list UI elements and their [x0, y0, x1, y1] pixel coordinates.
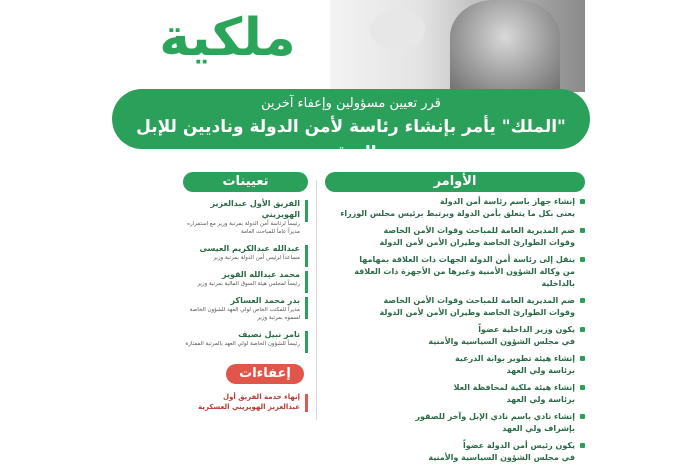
appointee-name: بدر محمد العساكر — [230, 296, 300, 305]
order-item — [325, 196, 585, 220]
order-line: يكون رئيس أمن الدولة عضواً — [462, 441, 575, 450]
dismissal-item — [183, 392, 308, 412]
order-line: يكون وزير الداخلية عضواً — [478, 325, 575, 334]
order-item — [325, 324, 585, 348]
appointee-role: مساعداً لرئيس أمن الدولة بمرتبة وزير — [213, 255, 300, 261]
appointee-name: الفريق الأول عبدالعزيز الهويريني — [210, 199, 300, 219]
appointee-name: عبدالله عبدالكريم العيسى — [199, 244, 300, 253]
order-line: من وكالة الشؤون الأمنية وغيرها من الأجهزة ذات العلاقة بالداخلية — [354, 267, 575, 288]
headline-title: "الملك" يأمر بإنشاء رئاسة لأمن الدولة وناديين للإبل والصقور — [136, 117, 566, 163]
appointee-role: رئيساً لرئاسة أمن الدولة بمرتبة وزير مع استمراره مديراً عاماً للمباحث العامة — [187, 221, 300, 235]
order-line: وقوات الطوارئ الخاصة وطيران الأمن لأمن الدولة — [379, 238, 575, 247]
headline-subtitle: قرر تعيين مسؤولين وإعفاء آخرين — [261, 96, 441, 111]
order-line: إنشاء هيئة تطوير بوابة الدرعية — [454, 354, 575, 363]
appointee-role: رئيساً لمجلس هيئة السوق المالية بمرتبة وزير — [197, 281, 300, 287]
orders-list — [325, 196, 585, 469]
dismissals-list — [183, 392, 308, 412]
appointee-role: مديراً للمكتب الخاص لولي العهد للشؤون الخاصة لسموه بمرتبة وزير — [189, 307, 300, 321]
order-line: في مجلس الشؤون السياسية والأمنية — [428, 337, 575, 346]
order-line: ضم المديرية العامة للمباحث وقوات الأمن الخاصة — [383, 296, 575, 305]
order-line: برئاسة ولي العهد — [506, 395, 575, 404]
order-item — [325, 254, 585, 290]
order-line: ينقل إلى رئاسة أمن الدولة الجهات ذات العلاقة بمهامها — [359, 255, 575, 264]
appointment-item — [183, 295, 308, 322]
appointment-item — [183, 198, 308, 236]
order-line: ضم المديرية العامة للمباحث وقوات الأمن الخاصة — [383, 226, 575, 235]
appointment-item — [183, 269, 308, 288]
order-line: إنشاء نادي باسم نادي الإبل وآخر للصقور — [415, 412, 575, 421]
appointee-name: محمد عبدالله القويز — [222, 270, 300, 279]
order-line: إنشاء جهاز باسم رئاسة أمن الدولة — [439, 197, 575, 206]
order-item — [325, 440, 585, 464]
dismissal-line: عبدالعزيز الهويريني العسكرية — [198, 403, 300, 411]
brand-word: ملكية — [159, 8, 296, 68]
order-item — [325, 295, 585, 319]
masthead — [0, 0, 693, 95]
headline-banner — [112, 89, 590, 163]
appointment-item — [183, 329, 308, 348]
appointee-role: رئيساً للشؤون الخاصة لولي العهد بالمرتبة الممتازة — [185, 341, 300, 347]
order-item — [325, 382, 585, 406]
order-line: في مجلس الشؤون السياسية والأمنية — [428, 453, 575, 462]
order-line: بإشراف ولي العهد — [502, 424, 575, 433]
order-line: يعنى بكل ما يتعلق بأمن الدولة ويرتبط برئيس مجلس الوزراء — [340, 209, 575, 218]
appointment-item — [183, 243, 308, 262]
appointments-heading: تعيينات — [183, 172, 308, 192]
order-line: إنشاء هيئة ملكية لمحافظة العلا — [453, 383, 575, 392]
order-item — [325, 353, 585, 377]
king-photo — [330, 0, 585, 92]
order-item — [325, 225, 585, 249]
order-line: برئاسة ولي العهد — [506, 366, 575, 375]
dismissal-line: إنهاء خدمة الفريق أول — [222, 393, 300, 401]
order-item — [325, 411, 585, 435]
appointments-list — [183, 198, 308, 355]
orders-heading: الأوامر — [325, 172, 585, 192]
photo-hand — [370, 10, 425, 50]
order-line: وقوات الطوارئ الخاصة وطيران الأمن لأمن الدولة — [379, 308, 575, 317]
column-divider — [316, 180, 317, 420]
appointee-name: تامر نبيل نصيف — [238, 330, 300, 339]
photo-figure — [450, 0, 560, 92]
dismissals-heading: إعفاءات — [226, 364, 304, 384]
